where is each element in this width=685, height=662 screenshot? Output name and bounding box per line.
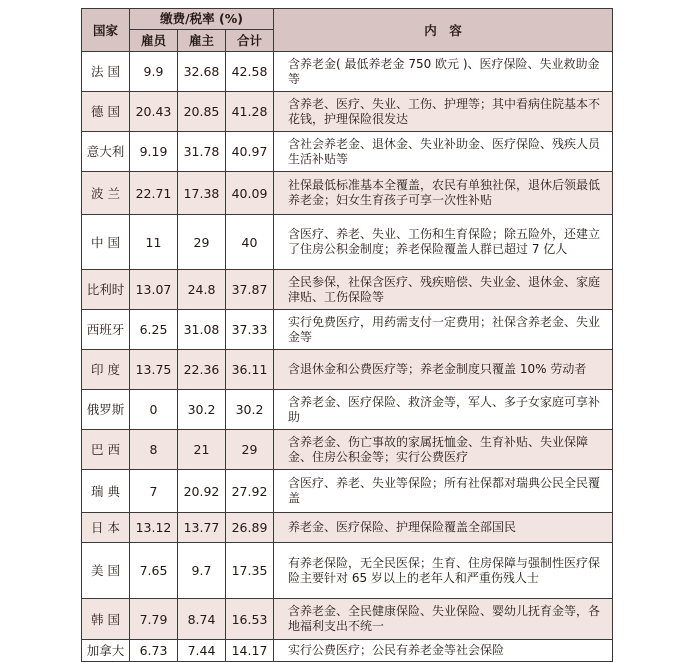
table-row [82,215,613,270]
cell-employee-rate: 7 [130,470,178,513]
table-body [82,52,613,662]
cell-employee-rate: 11 [130,215,178,270]
cell-country: 日 本 [82,513,130,543]
cell-employee-rate: 13.75 [130,350,178,390]
cell-employer-rate: 8.74 [178,599,226,640]
table-row [82,310,613,350]
table-row [82,52,613,92]
cell-employer-rate: 32.68 [178,52,226,92]
cell-content: 含养老金、全民健康保险、失业保险、婴幼儿抚育金等，各地福利支出不统一 [274,599,613,640]
cell-country: 韩 国 [82,599,130,640]
cell-employer-rate: 31.78 [178,132,226,172]
cell-country: 印 度 [82,350,130,390]
cell-total-rate: 40.97 [226,132,274,172]
social-security-table [81,8,613,662]
cell-country: 德 国 [82,92,130,132]
table-row [82,132,613,172]
cell-employee-rate: 0 [130,390,178,430]
cell-content: 全民参保，社保含医疗、残疾赔偿、失业金、退休金、家庭津贴、工伤保险等 [274,270,613,310]
header-country: 国家 [82,9,130,52]
table-row [82,270,613,310]
cell-country: 法 国 [82,52,130,92]
cell-content: 含养老金( 最低养老金 750 欧元 )、医疗保险、失业救助金等 [274,52,613,92]
cell-total-rate: 37.33 [226,310,274,350]
header-employee: 雇员 [130,29,178,51]
header-employer: 雇主 [178,29,226,51]
cell-total-rate: 40.09 [226,172,274,215]
cell-employer-rate: 17.38 [178,172,226,215]
cell-content: 含养老金、医疗保险、救济金等，军人、多子女家庭可享补助 [274,390,613,430]
cell-total-rate: 37.87 [226,270,274,310]
cell-employee-rate: 9.9 [130,52,178,92]
cell-content: 含社会养老金、退休金、失业补助金、医疗保险、残疾人员生活补贴等 [274,132,613,172]
cell-content: 实行公费医疗；公民有养老金等社会保险 [274,640,613,662]
cell-country: 巴 西 [82,430,130,470]
cell-employee-rate: 7.79 [130,599,178,640]
cell-content: 养老金、医疗保险、护理保险覆盖全部国民 [274,513,613,543]
cell-employer-rate: 9.7 [178,543,226,599]
header-content: 内 容 [274,9,613,52]
cell-employer-rate: 31.08 [178,310,226,350]
cell-employer-rate: 24.8 [178,270,226,310]
cell-employer-rate: 20.92 [178,470,226,513]
cell-employer-rate: 22.36 [178,350,226,390]
cell-employee-rate: 13.12 [130,513,178,543]
header-total: 合计 [226,29,274,51]
cell-total-rate: 16.53 [226,599,274,640]
cell-country: 比利时 [82,270,130,310]
cell-employee-rate: 22.71 [130,172,178,215]
cell-content: 含养老金、伤亡事故的家属抚恤金、生育补贴、失业保障金、住房公积金等；实行公费医疗 [274,430,613,470]
table-row [82,470,613,513]
table-row [82,640,613,662]
table-row [82,92,613,132]
cell-employee-rate: 20.43 [130,92,178,132]
cell-employee-rate: 6.25 [130,310,178,350]
cell-country: 加拿大 [82,640,130,662]
cell-country: 波 兰 [82,172,130,215]
table-header [82,9,613,52]
cell-content: 有养老保险，无全民医保；生育、住房保障与强制性医疗保险主要针对 65 岁以上的老年人和严重伤残人士 [274,543,613,599]
cell-employee-rate: 9.19 [130,132,178,172]
cell-content: 含医疗、养老、失业等保险；所有社保都对瑞典公民全民覆盖 [274,470,613,513]
table-row [82,172,613,215]
cell-employee-rate: 6.73 [130,640,178,662]
table-row [82,599,613,640]
table-row [82,430,613,470]
cell-country: 西班牙 [82,310,130,350]
cell-employee-rate: 13.07 [130,270,178,310]
cell-total-rate: 30.2 [226,390,274,430]
cell-employer-rate: 21 [178,430,226,470]
cell-content: 社保最低标准基本全覆盖，农民有单独社保，退休后领最低养老金；妇女生育孩子可享一次性补贴 [274,172,613,215]
header-rate-group: 缴费/税率 (%) [130,9,274,30]
cell-employer-rate: 20.85 [178,92,226,132]
table-row [82,350,613,390]
cell-country: 意大利 [82,132,130,172]
cell-country: 俄罗斯 [82,390,130,430]
cell-employee-rate: 8 [130,430,178,470]
table-row [82,513,613,543]
cell-total-rate: 27.92 [226,470,274,513]
cell-total-rate: 41.28 [226,92,274,132]
cell-total-rate: 14.17 [226,640,274,662]
cell-employer-rate: 13.77 [178,513,226,543]
cell-content: 含医疗、养老、失业、工伤和生育保险；除五险外，还建立了住房公积金制度；养老保险覆盖人群已超过 7 亿人 [274,215,613,270]
cell-employer-rate: 30.2 [178,390,226,430]
cell-employer-rate: 7.44 [178,640,226,662]
cell-content: 实行免费医疗，用药需支付一定费用；社保含养老金、失业金等 [274,310,613,350]
cell-total-rate: 36.11 [226,350,274,390]
cell-total-rate: 26.89 [226,513,274,543]
cell-total-rate: 17.35 [226,543,274,599]
table-row [82,543,613,599]
cell-total-rate: 29 [226,430,274,470]
cell-country: 中 国 [82,215,130,270]
cell-total-rate: 40 [226,215,274,270]
cell-content: 含退休金和公费医疗等；养老金制度只覆盖 10% 劳动者 [274,350,613,390]
cell-employee-rate: 7.65 [130,543,178,599]
cell-country: 美 国 [82,543,130,599]
table-row [82,390,613,430]
cell-total-rate: 42.58 [226,52,274,92]
cell-content: 含养老、医疗、失业、工伤、护理等；其中看病住院基本不花钱，护理保险很发达 [274,92,613,132]
cell-country: 瑞 典 [82,470,130,513]
cell-employer-rate: 29 [178,215,226,270]
